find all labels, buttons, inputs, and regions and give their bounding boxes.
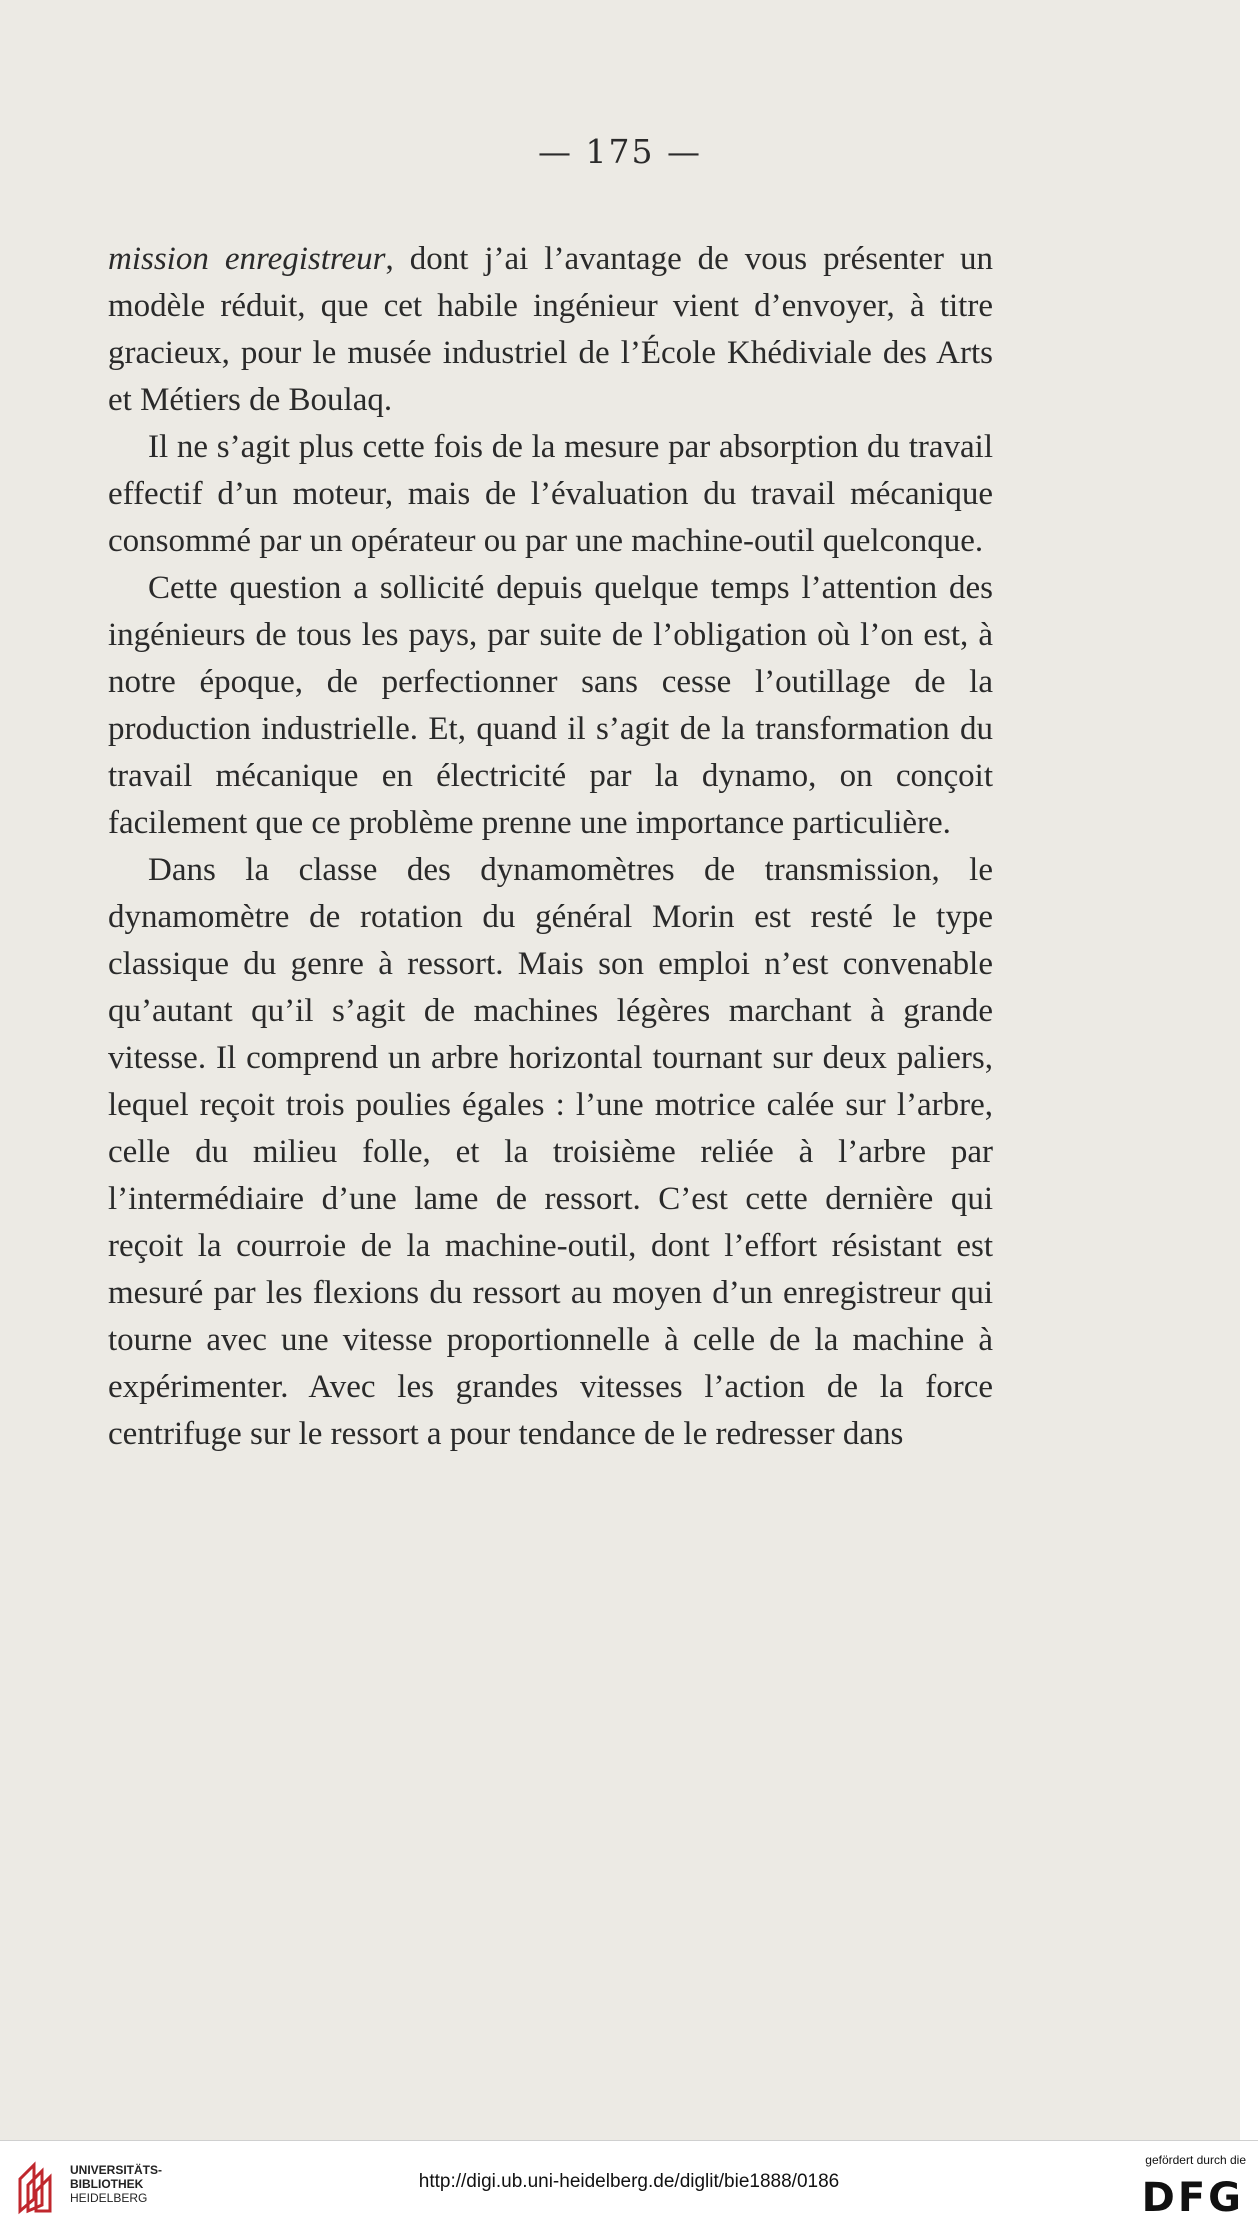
body-text bbox=[108, 236, 993, 1458]
scan-edge bbox=[1240, 0, 1258, 2140]
viewer-footer bbox=[0, 2140, 1258, 2230]
paragraph-3: Cette question a sollicité depuis quelque temps l’attention des ingénieurs de tous les pays, par suite de l’obligation où l’on est, à notre époque, de perfectionner sans cesse l’outillage de la production industrielle. Et, quand il s’agit de la transformation du travail mécanique en électricité par la dynamo, on conçoit facilement que ce problème prenne une importance particulière. bbox=[108, 570, 993, 841]
dfg-logo: DFG bbox=[1141, 2175, 1244, 2221]
paragraph-4: Dans la classe des dynamomètres de transmission, le dynamomètre de rotation du général Morin est resté le type classique du genre à ressort. Mais son emploi n’est convenable qu’autant qu’il s’agit de machines légères marchant à grande vitesse. Il comprend un arbre horizontal tournant sur deux paliers, lequel reçoit trois poulies égales : l’une motrice calée sur l’arbre, celle du milieu folle, et la troisième reliée à l’arbre par l’intermédiaire d’une lame de ressort. C’est cette dernière qui reçoit la courroie de la machine-outil, dont l’effort résistant est mesuré par les flexions du ressort au moyen d’un enregistreur qui tourne avec une vitesse proportionnelle à celle de la machine à expérimenter. Avec les grandes vitesses l’action de la force centrifuge sur le ressort a pour tendance de le redresser dans bbox=[108, 852, 993, 1452]
italic-lead: mission enregistreur bbox=[108, 241, 386, 277]
library-name-line-3: HEIDELBERG bbox=[70, 2191, 148, 2205]
page-number: — 175 — bbox=[538, 132, 702, 171]
paragraph-1-text: , dont j’ai l’avantage de vous présenter un modèle réduit, que cet habile ingénieur vient d’envoyer, à titre gracieux, pour le musée industriel de l’École Khédiviale des Arts et Métiers de Boulaq. bbox=[108, 241, 993, 418]
library-name-line-2: BIBLIOTHEK bbox=[70, 2177, 144, 2191]
library-name-line-1: UNIVERSITÄTS- bbox=[70, 2163, 163, 2177]
permalink-url[interactable]: http://digi.ub.uni-heidelberg.de/diglit/bie1888/0186 bbox=[418, 2171, 840, 2192]
paragraph-1 bbox=[108, 236, 993, 424]
sponsor-label: gefördert durch die bbox=[1145, 2153, 1246, 2167]
paragraph-2: Il ne s’agit plus cette fois de la mesure par absorption du travail effectif d’un moteur, mais de l’évaluation du travail mécanique consommé par un opérateur ou par une machine-outil quelconque. bbox=[108, 429, 993, 559]
